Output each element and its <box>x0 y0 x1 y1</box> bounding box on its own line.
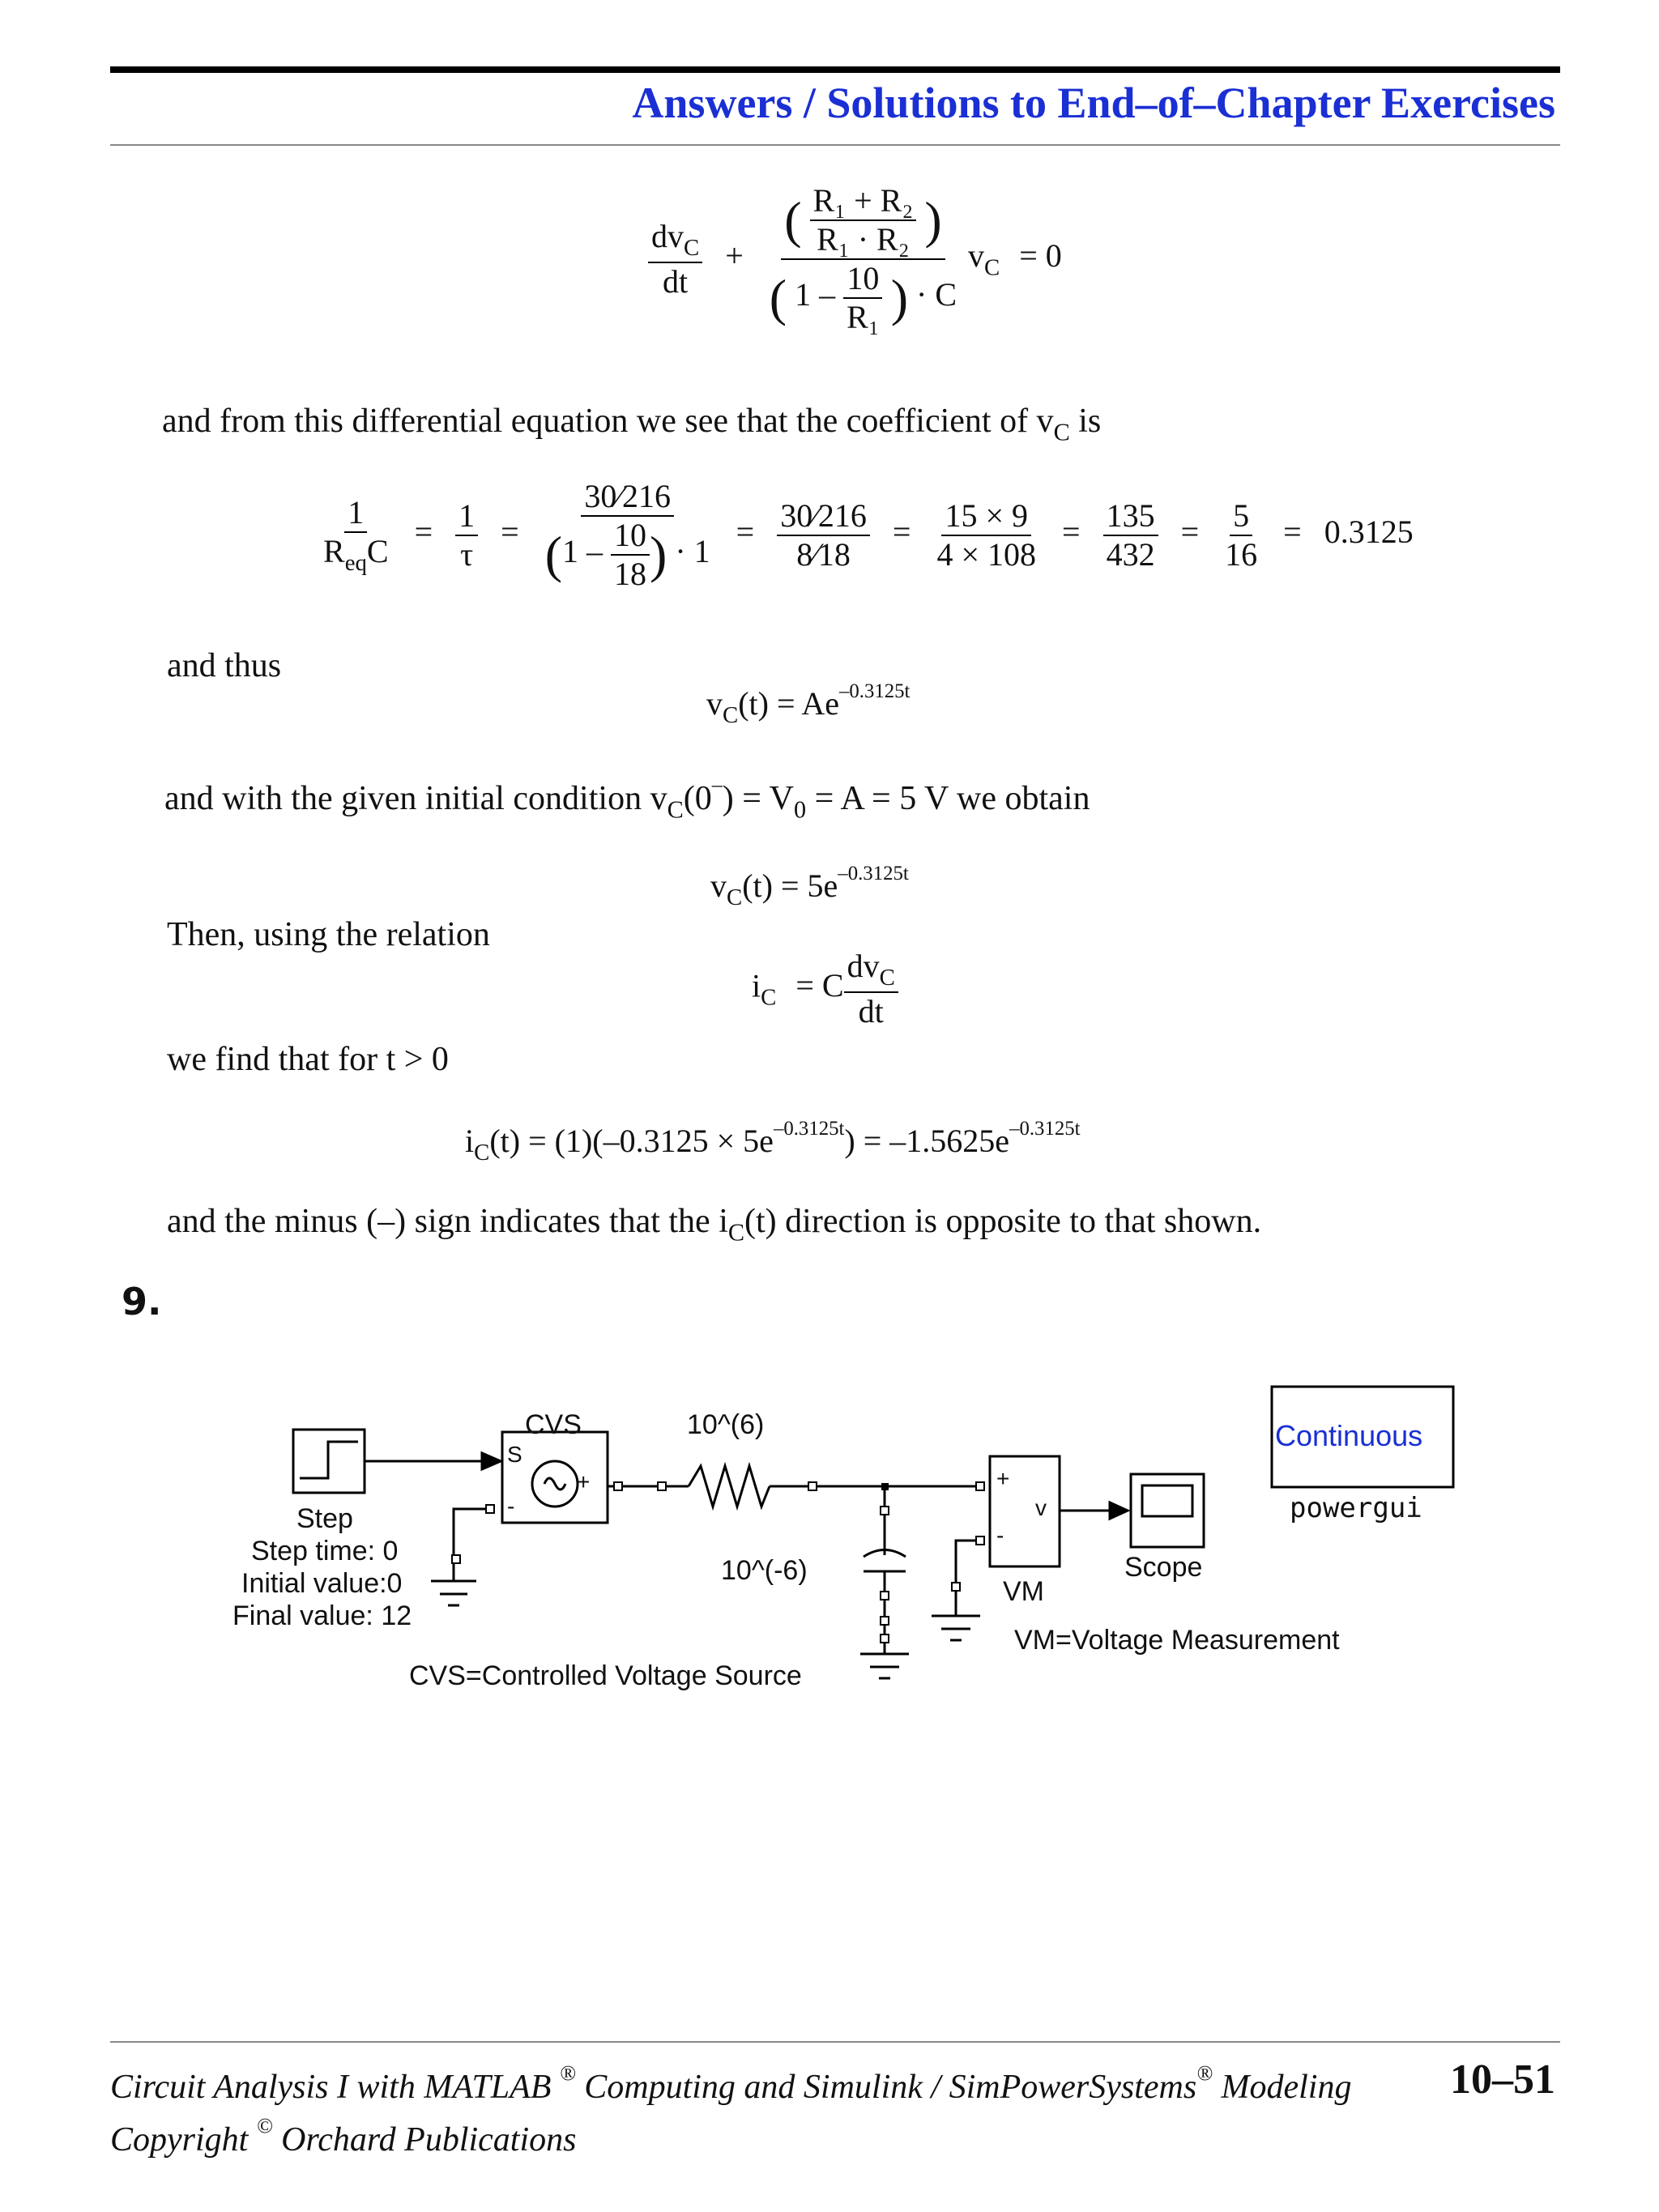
eq6-sub: C <box>474 1140 490 1166</box>
vm-minus-port <box>976 1536 984 1545</box>
eq1-paren-close: ) <box>924 191 942 249</box>
eq2-one: 1 <box>344 494 367 533</box>
eq2-dot-one: · 1 <box>675 533 710 570</box>
junction-node <box>881 1483 889 1490</box>
cvs-minus-port <box>486 1505 494 1513</box>
eq1-ten: 10 <box>843 260 882 299</box>
eq2-eq-4: = <box>892 514 911 551</box>
eq5-mid: = C <box>795 967 844 1004</box>
eq2-f5-num: 5 <box>1230 497 1252 536</box>
ground-2-port-b <box>881 1634 889 1643</box>
eq1-plus: + <box>725 237 744 275</box>
header-divider <box>110 144 1560 146</box>
eq1-paren-open-2: ( <box>769 269 787 327</box>
eq1-r1: R₁ <box>847 299 880 335</box>
paragraph-minus-sign <box>167 1202 1261 1247</box>
equation-3 <box>706 680 910 729</box>
eq2-r-sub: eq <box>344 549 367 576</box>
cvs-plus-port <box>614 1482 622 1490</box>
step-icon <box>300 1442 358 1478</box>
question-number: 9. <box>122 1280 162 1323</box>
eq1-v-sub: C <box>984 254 1000 281</box>
page-header-title: Answers / Solutions to End–of–Chapter Exercises <box>632 79 1555 127</box>
p1-text-end: is <box>1069 403 1102 440</box>
equation-1 <box>648 182 1062 336</box>
eq2-tau: τ <box>460 536 474 573</box>
cvs-label: CVS <box>525 1409 582 1440</box>
eq1-dot-c: · C <box>916 276 957 313</box>
eq5-dv-sub: C <box>879 965 895 991</box>
step-time-label: Step time: 0 <box>251 1536 399 1566</box>
eq1-one-minus: 1 – <box>795 276 836 313</box>
eq3-v: v <box>706 685 723 722</box>
cvs-port-s: S <box>507 1442 522 1467</box>
eq2-ten-over-18 <box>611 517 650 593</box>
p6-text-b: (t) direction is opposite to that shown. <box>744 1203 1262 1240</box>
paragraph-coefficient <box>162 402 1101 447</box>
eq2-frac-1 <box>542 478 714 593</box>
eq1-ten-over-r1 <box>843 260 883 336</box>
vm-ground-wire <box>956 1541 980 1616</box>
equation-6 <box>465 1118 1081 1166</box>
eq1-paren-open: ( <box>784 191 802 249</box>
p3-text-d: = A = 5 V we obtain <box>806 780 1090 818</box>
eq2-paren-close: ) <box>650 526 667 584</box>
eq2-eq-6: = <box>1180 514 1200 551</box>
eq1-dt: dt <box>663 263 689 300</box>
eq2-one-b: 1 <box>455 497 478 536</box>
vm-port-minus: - <box>996 1523 1004 1548</box>
paragraph-then: Then, using the relation <box>167 916 490 953</box>
resistor-label: 10^(6) <box>687 1409 765 1440</box>
eq2-eighteen: 18 <box>614 556 646 592</box>
page-number: 10–51 <box>1450 2056 1555 2103</box>
footer-divider <box>110 2041 1560 2043</box>
step-arrow <box>482 1453 501 1469</box>
equation-4 <box>710 863 909 911</box>
eq2-frac-2 <box>777 497 870 573</box>
vm-plus-port <box>976 1482 984 1490</box>
eq2-frac-4 <box>1103 497 1158 573</box>
step-label: Step <box>296 1503 353 1534</box>
capacitor-label: 10^(-6) <box>721 1555 808 1586</box>
p3-sup: – <box>711 773 723 796</box>
eq6-result: ) = –1.5625e <box>844 1123 1010 1160</box>
eq1-inner-fraction <box>810 182 917 258</box>
vm-label: VM <box>1003 1576 1044 1607</box>
p6-text: and the minus (–) sign indicates that the i <box>167 1203 728 1240</box>
footer-book-title <box>110 2061 1351 2107</box>
eq2-f2-den: 8⁄18 <box>796 536 851 573</box>
final-value-label: Final value: 12 <box>232 1600 412 1631</box>
p1-text: and from this differential equation we see that the coefficient of v <box>162 403 1054 440</box>
eq2-f4-den: 432 <box>1106 536 1155 573</box>
p6-sub: C <box>727 1218 745 1247</box>
eq6-exp-2: –0.3125t <box>1009 1118 1081 1140</box>
capacitor-bottom-port <box>881 1592 889 1600</box>
capacitor-top-port <box>881 1507 889 1515</box>
footer-book-c: Modeling <box>1213 2069 1352 2107</box>
resistor-icon <box>689 1466 770 1507</box>
eq2-ten: 10 <box>611 517 650 556</box>
eq1-r-sum: R₁ + R₂ <box>810 182 917 221</box>
scope-screen-icon <box>1142 1485 1192 1516</box>
footer-book-b: Computing and Simulink / SimPowerSystems <box>575 2069 1197 2107</box>
footer-copyright-b: Orchard Publications <box>272 2121 577 2159</box>
eq5-i: i <box>752 967 761 1004</box>
resistor-right-port <box>808 1482 817 1490</box>
footer-book-a: Circuit Analysis I with MATLAB <box>110 2069 552 2107</box>
eq1-r-product: R₁ · R₂ <box>817 221 910 258</box>
paragraph-we-find: we find that for t > 0 <box>167 1041 449 1078</box>
eq2-eq-3: = <box>736 514 755 551</box>
eq1-v: v <box>968 237 985 275</box>
cvs-port-minus: - <box>507 1494 515 1519</box>
eq2-one-over-tau <box>455 497 478 573</box>
cvs-note: CVS=Controlled Voltage Source <box>409 1660 802 1691</box>
paragraph-initial-condition <box>164 773 1090 825</box>
ground-3-port <box>952 1583 960 1591</box>
powergui-label: powergui <box>1290 1492 1422 1524</box>
eq2-frac-3 <box>933 497 1039 573</box>
eq1-equals-zero: = 0 <box>1019 237 1062 275</box>
vm-arrow <box>1110 1502 1128 1519</box>
ground-2-port-a <box>881 1617 889 1625</box>
eq2-eq-7: = <box>1283 514 1302 551</box>
eq5-dt: dt <box>858 993 884 1030</box>
cvs-ground-wire <box>454 1509 490 1581</box>
p3-text: and with the given initial condition v <box>164 780 667 818</box>
eq6-exp-1: –0.3125t <box>773 1118 845 1140</box>
eq2-r: R <box>323 532 345 569</box>
eq4-v: v <box>710 867 727 905</box>
eq6-i: i <box>465 1123 475 1160</box>
top-rule <box>110 66 1560 73</box>
eq2-eq-5: = <box>1062 514 1081 551</box>
vm-port-v: v <box>1035 1495 1047 1520</box>
eq2-result: 0.3125 <box>1324 514 1414 551</box>
eq1-paren-close-2: ) <box>890 269 909 327</box>
sine-icon <box>544 1478 565 1490</box>
p3-text-b: (0 <box>683 780 712 818</box>
scope-label: Scope <box>1124 1552 1203 1583</box>
eq4-sub: C <box>727 884 743 911</box>
eq3-exp: –0.3125t <box>838 680 911 702</box>
eq1-coefficient <box>766 182 960 336</box>
eq3-mid: (t) = Ae <box>738 685 839 722</box>
eq1-dv: dv <box>651 217 684 254</box>
p3-text-c: ) = V <box>722 780 795 818</box>
eq2-f2-num: 30⁄216 <box>777 497 870 536</box>
eq2-f5-den: 16 <box>1225 536 1258 573</box>
vm-port-plus: + <box>996 1466 1010 1491</box>
cvs-port-plus: + <box>577 1469 591 1494</box>
eq2-c: C <box>366 532 389 569</box>
initial-value-label: Initial value:0 <box>241 1568 403 1599</box>
equation-2 <box>320 478 1414 593</box>
footer-copyright-a: Copyright <box>110 2121 249 2159</box>
eq5-sub: C <box>761 984 777 1011</box>
eq2-one-minus: 1 – <box>562 533 603 570</box>
paragraph-and-thus: and thus <box>167 647 282 684</box>
eq5-dv: dv <box>847 948 880 984</box>
eq4-exp: –0.3125t <box>838 863 909 884</box>
eq2-one-over-reqc <box>320 494 392 577</box>
eq2-eq-2: = <box>501 514 519 551</box>
eq5-derivative <box>844 948 898 1030</box>
simulink-model-diagram <box>0 1361 1659 1733</box>
continuous-label: Continuous <box>1275 1419 1423 1452</box>
p3-sub: C <box>667 795 684 824</box>
footer-copyright <box>110 2114 577 2159</box>
eq1-derivative <box>648 218 702 300</box>
eq3-sub: C <box>723 702 739 729</box>
eq6-mid: (t) = (1)(–0.3125 × 5e <box>489 1123 774 1160</box>
footer-reg-1: ® <box>559 2061 576 2085</box>
eq2-f1-num: 30⁄216 <box>581 478 674 517</box>
vm-note: VM=Voltage Measurement <box>1014 1625 1340 1656</box>
p1-sub: C <box>1053 418 1070 446</box>
equation-5 <box>752 948 898 1030</box>
resistor-left-port <box>658 1482 666 1490</box>
footer-reg-2: ® <box>1196 2061 1213 2085</box>
footer-copyright-symbol: © <box>256 2114 273 2137</box>
eq2-eq-1: = <box>414 514 433 551</box>
eq2-frac-5 <box>1222 497 1260 573</box>
eq2-f4-num: 135 <box>1103 497 1158 536</box>
eq2-f3-den: 4 × 108 <box>936 536 1037 573</box>
eq4-mid: (t) = 5e <box>742 867 838 905</box>
eq2-f3-num: 15 × 9 <box>941 497 1031 536</box>
eq1-dv-sub: C <box>684 234 700 261</box>
p3-sub-0: 0 <box>794 795 807 824</box>
eq2-paren-open: ( <box>544 526 562 584</box>
ground-1-port <box>452 1555 460 1563</box>
